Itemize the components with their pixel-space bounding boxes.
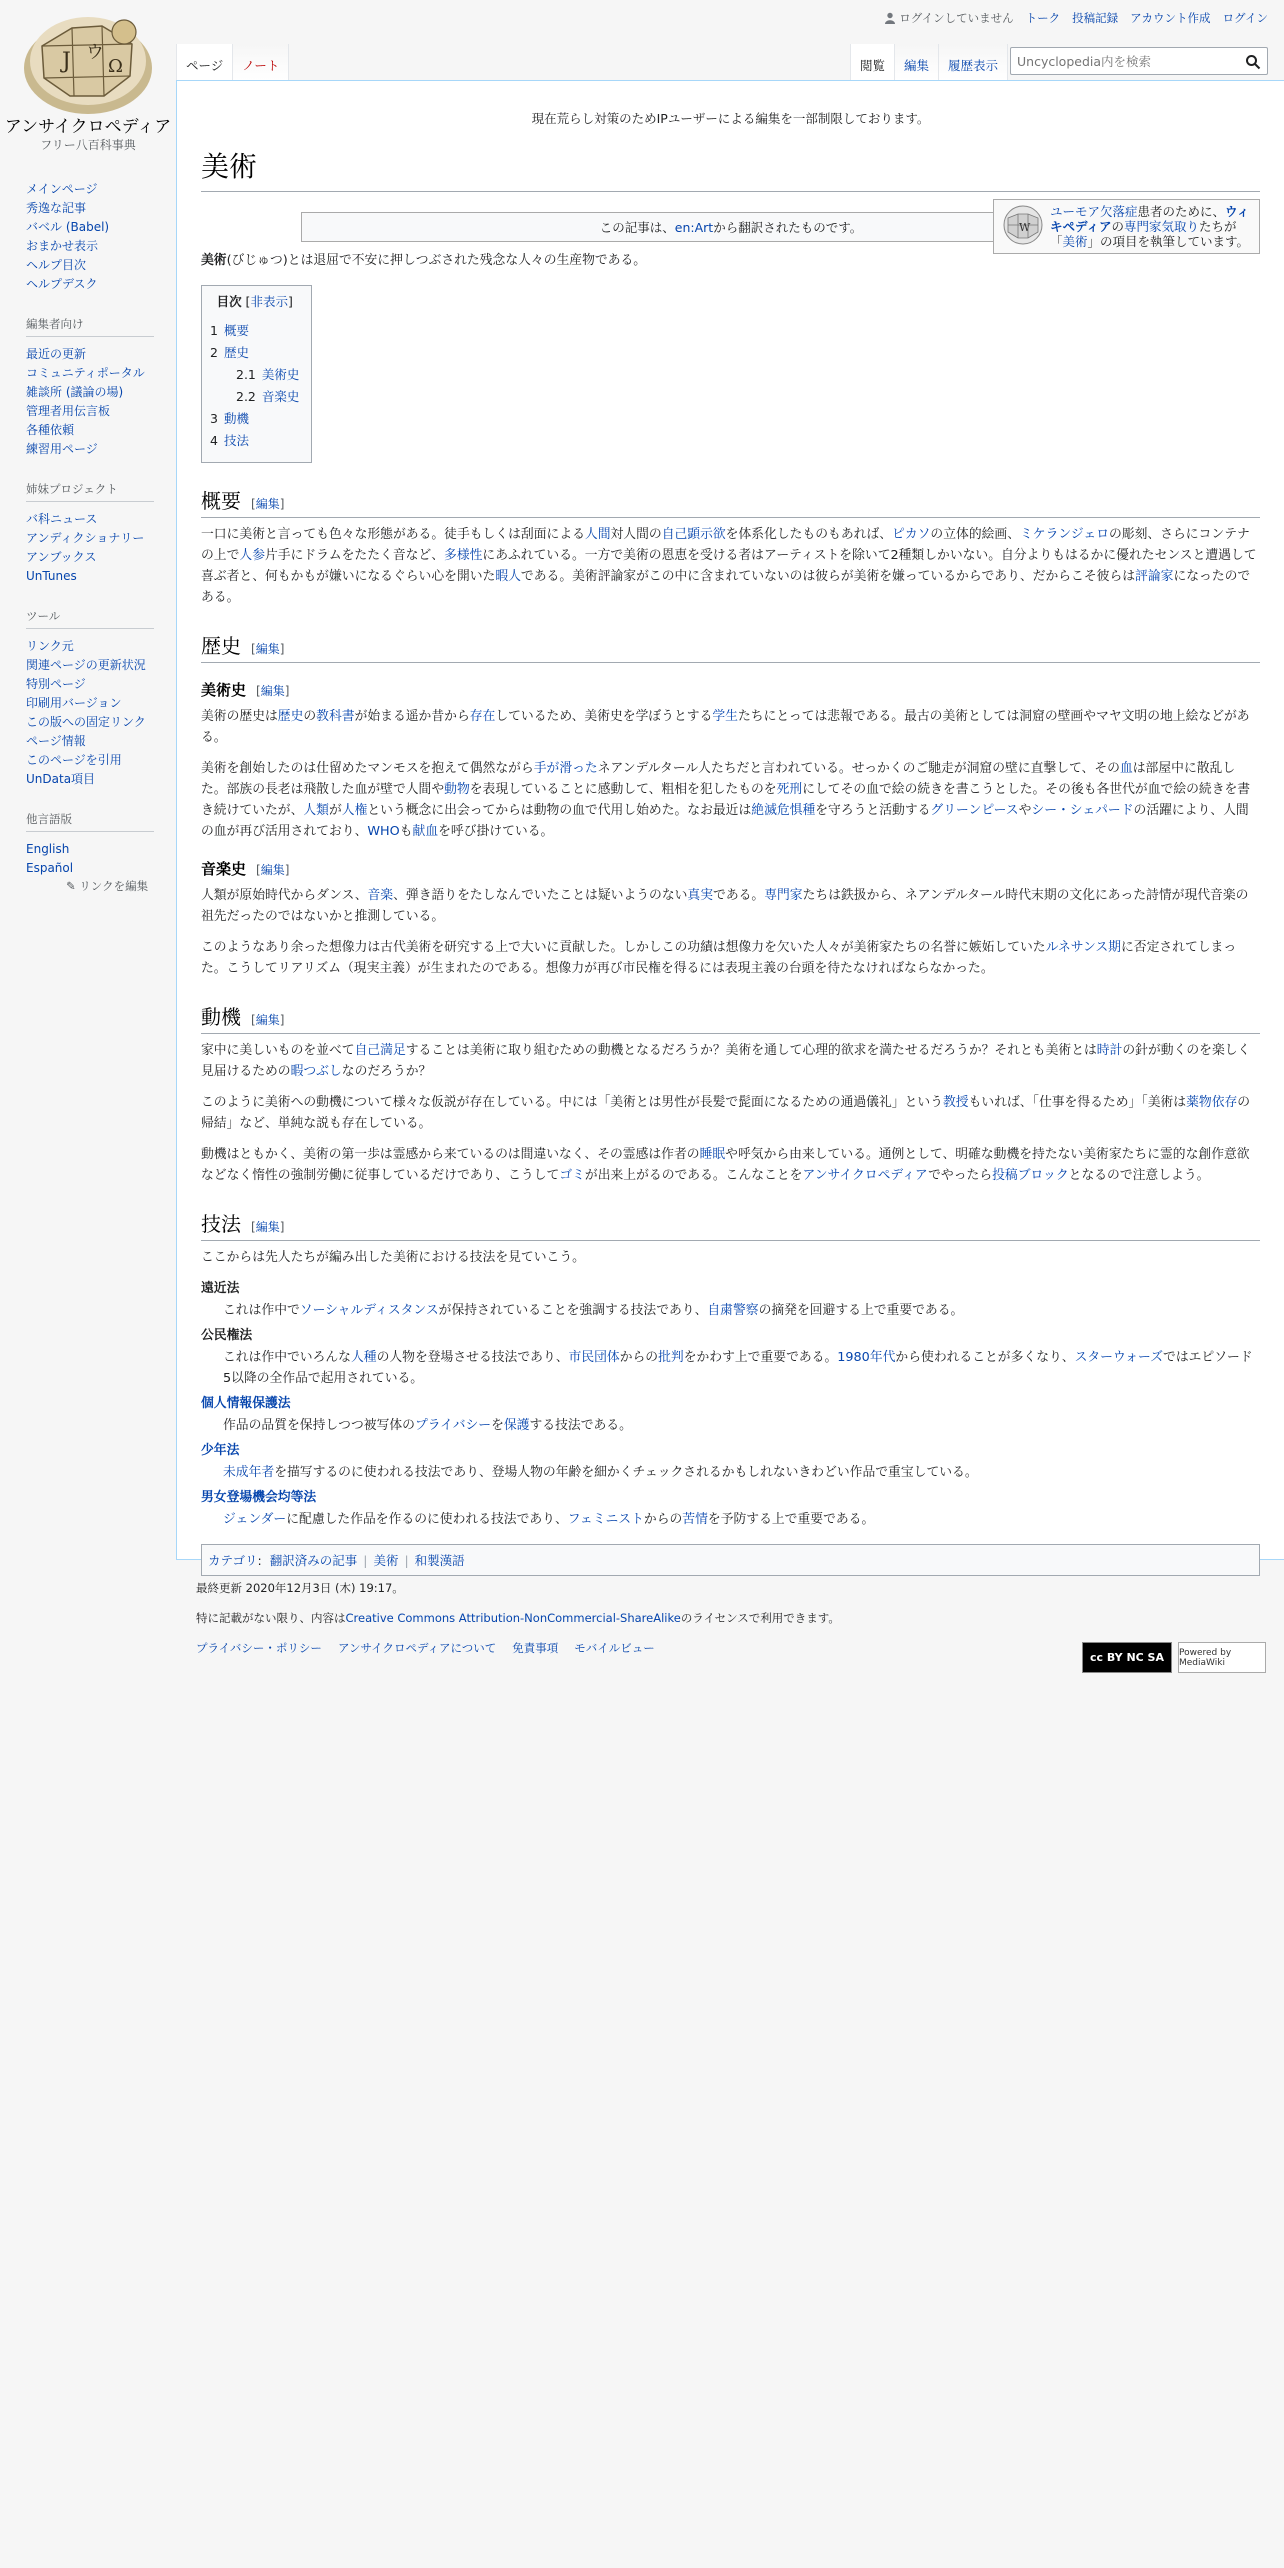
wikipedia-globe-icon [1002,204,1044,246]
inline-link[interactable]: スターウォーズ [1074,1350,1164,1365]
inline-text: ではエピソード5以降の全作品で起用されている。 [223,1350,1253,1386]
toc-link[interactable]: 概要 [223,323,249,338]
edit-section-link[interactable]: 編集 [260,684,285,698]
inline-link[interactable]: ジェンダー [223,1512,287,1527]
inline-text: 動機はともかく、美術の第一歩は霊感から来ているのは間違いなく、その霊感は作者の [201,1147,700,1162]
section-heading-overview: 概要 [編集] [201,485,1260,518]
inline-text: に否定されてしまった。こうしてリアリズム（現実主義）が生まれたのである。想像力が再び市民権を得るには表現主義の台頭を待たなければならなかった。 [201,940,1237,976]
technique-term[interactable]: 少年法 [201,1443,240,1458]
license-text: のライセンスで利用できます。 [680,1611,840,1625]
personal-talk-link[interactable]: トーク [1025,11,1061,25]
inline-text: が [328,803,342,818]
inline-link[interactable]: 献血 [412,824,439,839]
inline-link[interactable]: 睡眠 [699,1147,726,1162]
search-icon[interactable] [1245,54,1261,70]
inline-text: を描写するのに使われる技法であり、登場人物の年齢を細かくチェックされるかもしれないきわどい作品で重宝している。 [274,1465,978,1480]
table-of-contents [201,285,312,463]
inline-text: なのだろうか？ [341,1064,432,1079]
personal-tools [884,10,1268,26]
inline-link[interactable]: 歴史 [277,709,304,724]
inline-link[interactable]: シー・シェパード [1031,803,1134,818]
inline-text: ネアンデルタール人たちだと言われている。せっかくのご馳走が洞窟の壁に直撃して、その [597,761,1120,776]
inline-link[interactable]: 教科書 [316,709,355,724]
toc-num: 2 [210,345,218,360]
humor-link-wikipedia[interactable]: ウィキペディア [1050,204,1250,234]
sidebar-item-undata[interactable]: UnData項目 [26,772,96,786]
humor-link-disease[interactable]: ユーモア欠落症 [1050,204,1138,219]
inline-link[interactable]: 絶滅危惧種 [751,803,816,818]
inline-link[interactable]: 教授 [942,1095,969,1110]
svg-text:Ω: Ω [108,56,123,77]
inline-text: にしてその血で絵の続きを書こうとした。その後も各世代が血で絵の続きを書き続けていたが、 [201,782,1251,818]
svg-text:W: W [1019,221,1031,234]
inline-link[interactable]: 評論家 [1135,569,1174,584]
inline-text: 対人間の [610,527,662,542]
inline-text: に配慮した作品を作るのに使われる技法であり、 [286,1512,568,1527]
inline-text: や呼気から由来している。通例として、明確な動機を持たない美術家たちに霊的な創作意欲などなく惰性の強制労働に従事しているだけであり、こうして [201,1147,1250,1183]
license-link[interactable]: Creative Commons Attribution-NonCommercial-ShareAlike [345,1611,681,1625]
inline-text: が出来上がるのである。こんなことを [584,1168,803,1183]
technique-intro: ここからは先人たちが編み出した美術における技法を見ていこう。 [201,1250,585,1265]
inline-text: が保持されていることを強調する技法であり、 [438,1303,708,1318]
toc-item[interactable] [210,364,299,386]
inline-link[interactable]: アンサイクロペディア [802,1168,929,1183]
inline-text: をかわす上で重要である。 [683,1350,838,1365]
inline-text: 片手にドラムをたたく音など、 [264,548,445,563]
inline-text: も [399,824,413,839]
inline-text: の人物を登場させる技法であり、 [376,1350,569,1365]
sidebar-item-related-changes[interactable]: 関連ページの更新状況 [26,658,146,672]
inline-link[interactable]: フェミニスト [567,1512,644,1527]
inline-text: の針が動くのを楽しく見届けるための [201,1043,1251,1079]
categories-label-link[interactable]: カテゴリ [208,1553,258,1568]
mobile-view-link[interactable]: モバイルビュー [574,1641,655,1655]
inline-link[interactable]: 投稿ブロック [992,1168,1069,1183]
inline-link[interactable]: 薬物依存 [1186,1095,1238,1110]
technique-term[interactable]: 男女登場機会均等法 [201,1490,317,1505]
motivation-paragraph [201,1040,1260,1082]
inline-link[interactable]: 真実 [687,888,714,903]
translated-source-link[interactable]: en:Art [674,220,714,235]
section-title: 音楽史 [201,860,247,878]
inline-text: から使われることが多くなり、 [895,1350,1075,1365]
sidebar-heading-tools: ツール [26,608,154,629]
sidebar-item-permalink[interactable]: この版への固定リンク [26,715,146,729]
inline-text: 、弾き語りをたしなんでいたことは疑いようのない [393,888,688,903]
sidebar-item-undictionary[interactable]: アンディクショナリー [26,531,145,545]
inline-text: の摘発を回避する上で重要である。 [758,1303,964,1318]
inline-text: からの [619,1350,659,1365]
inline-link[interactable]: 人権 [341,803,368,818]
inline-text: これは作中でいろんな [223,1350,351,1365]
inline-text: である。 [713,888,765,903]
humor-link-expert[interactable]: 専門家気取り [1124,219,1200,234]
cc-license-badge-icon[interactable]: cc BY NC SA [1082,1642,1172,1673]
tab-note[interactable]: ノート [233,44,289,80]
technique-desc [223,1415,1260,1436]
svg-text:ウ: ウ [86,42,104,63]
sidebar-heading-sister: 姉妹プロジェクト [26,481,154,502]
inline-text: を呼び掛けている。 [438,824,554,839]
site-name: アンサイクロペディア [4,117,172,137]
inline-text: を体系化したものもあれば、 [725,527,893,542]
music-history-paragraph [201,885,1260,927]
motivation-paragraph [201,1092,1260,1134]
inline-link[interactable]: 手が滑った [533,761,598,776]
sidebar-item-cite[interactable]: このページを引用 [26,753,122,767]
inline-text: を守ろうと活動する [815,803,931,818]
inline-link[interactable]: ソーシャルディスタンス [299,1303,439,1318]
sidebar-item-help-contents[interactable]: ヘルプ目次 [26,258,87,272]
toc-item[interactable] [210,320,299,342]
inline-link[interactable]: 人参 [239,548,265,563]
inline-link[interactable]: 市民団体 [568,1350,620,1365]
inline-text: このようなあり余った想像力は古代美術を研究する上で大いに貢献した。しかしこの功績は想像力を欠いた人々が美術家たちの名誉に嫉妬していた [201,940,1046,955]
category-link[interactable]: 美術 [373,1553,399,1568]
sidebar-lang-english[interactable]: English [26,842,70,856]
license-text: 特に記載がない限り、内容は [196,1611,346,1625]
sidebar-item-special-pages[interactable]: 特別ページ [26,677,86,691]
pencil-icon: ✎ [66,879,76,893]
inline-link[interactable]: ルネサンス期 [1045,940,1121,955]
inline-link[interactable]: 未成年者 [223,1465,275,1480]
motivation-paragraph [201,1144,1260,1186]
edit-section-link[interactable]: 編集 [255,642,280,656]
section-title: 歴史 [201,634,241,658]
section-title: 動機 [201,1005,241,1029]
section-heading-art-history: 美術史 [編集] [201,681,290,699]
section-title: 技法 [201,1212,241,1236]
inline-link[interactable]: 人種 [350,1350,377,1365]
inline-text: の [303,709,317,724]
inline-link[interactable]: グリーンピース [930,803,1019,818]
technique-term[interactable]: 個人情報保護法 [201,1396,291,1411]
toc-item[interactable] [210,408,299,430]
inline-text: する技法である。 [529,1418,632,1433]
sidebar-item-village-pump[interactable]: 雑談所 (議論の場) [26,385,124,399]
sidebar-tools [0,608,176,789]
inline-link[interactable]: 存在 [469,709,496,724]
inline-text: や [1018,803,1032,818]
inline-text: の活躍により、人間の血が再び活用されており、 [201,803,1249,839]
inline-link[interactable]: 動物 [444,782,470,797]
inline-text: たちにとっては悲報である。最古の美術としては洞窟の壁画やマヤ文明の地上絵などがある。 [201,709,1250,745]
category-link[interactable]: 和製漢語 [414,1553,465,1568]
inline-text: となるので注意しよう。 [1068,1168,1210,1183]
section-heading-motivation: 動機 [編集] [201,1001,1260,1034]
technique-desc [223,1347,1260,1389]
inline-text: もいれば、「仕事を得るため」「美術は [968,1095,1187,1110]
inline-link[interactable]: 批判 [658,1350,684,1365]
svg-text:J: J [62,49,71,74]
license-notice [196,1610,1266,1626]
sidebar-item-main-page[interactable]: メインページ [26,182,98,196]
section-title: 美術史 [201,681,247,699]
view-tabs [850,44,1008,80]
not-logged-in-label: ログインしていません [899,11,1014,25]
sidebar-item-help-desk[interactable]: ヘルプデスク [26,277,98,291]
humor-text: たちが「 [1050,219,1237,249]
technique-list [201,1278,1260,1530]
user-icon [884,12,896,24]
technique-term: 公民権法 [201,1328,253,1343]
inline-link[interactable]: 苦情 [682,1512,708,1527]
inline-text: 一口に美術と言っても色々な形態がある。徒手もしくは刮面による [201,527,585,542]
sidebar-lang-espanol[interactable]: Español [26,861,74,875]
site-logo[interactable] [0,0,176,160]
not-logged-in [884,10,1013,26]
inline-link[interactable]: 時計 [1096,1043,1123,1058]
tab-view[interactable]: 閲覧 [850,44,895,80]
inline-text: からの [643,1512,683,1527]
inline-text: にあふれている。一方で美術の恩恵を受ける者はアーティストを除いて2種類しかいない。自分よりもはるかに優れたセンスと遭遇して喜ぶ者と、何もかもが嫌いになるぐらい心を開いた [201,548,1257,584]
inline-link[interactable]: 血 [1119,761,1133,776]
sidebar-sister [0,481,176,586]
section-heading-technique: 技法 [編集] [201,1208,1260,1241]
toc-link[interactable]: 技法 [223,433,249,448]
inline-link[interactable]: 1980年代 [837,1350,896,1365]
page-title: 美術 [201,145,1260,192]
search-input[interactable] [1011,48,1231,74]
toc-num: 1 [210,323,218,338]
inline-link[interactable]: 死刑 [776,782,803,797]
section-title: 概要 [201,489,241,513]
disclaimer-link[interactable]: 免責事項 [512,1641,559,1655]
inline-link[interactable]: ゴミ [559,1168,585,1183]
create-account-link[interactable]: アカウント作成 [1130,11,1211,25]
search-box [1010,47,1268,75]
site-tagline: フリー八百科事典 [40,138,136,152]
sidebar-item-admin-board[interactable]: 管理者用伝言板 [26,404,111,418]
inline-text: このように美術への動機について様々な仮説が存在している。中には「美術とは男性が長髪で髭面になるための通過儀礼」という [201,1095,943,1110]
inline-text: しているため、美術史を学ぼうとする [495,709,713,724]
section-heading-music-history: 音楽史 [編集] [201,860,290,878]
sidebar-nav [0,180,176,294]
overview-paragraph [201,524,1260,608]
inline-link[interactable]: 人類 [303,803,329,818]
technique-term: 遠近法 [201,1281,240,1296]
category-link[interactable]: 翻訳済みの記事 [269,1553,358,1568]
sidebar-heading-editors: 編集者向け [26,316,154,337]
inline-text: の彫刻、さらにコンテナの上で [201,527,1250,563]
login-link[interactable]: ログイン [1222,11,1268,25]
privacy-policy-link[interactable]: プライバシー・ポリシー [196,1641,322,1655]
technique-desc [223,1462,1260,1483]
inline-text: たちは鉄扱から、ネアンデルタール時代末期の文化にあった詩情が現代音楽の祖先だったのではないかと推測している。 [201,888,1249,924]
sidebar-item-whatlinkshere[interactable]: リンク元 [26,639,74,653]
toc-link[interactable]: 歴史 [223,345,249,360]
toc-title: 目次 [非表示] [216,294,293,309]
toc-item[interactable] [210,342,299,364]
sidebar-item-sandbox[interactable]: 練習用ページ [26,442,98,456]
sidebar-item-recent-changes[interactable]: 最近の更新 [26,347,87,361]
tab-edit[interactable]: 編集 [895,44,939,80]
inline-text: である。美術評論家がこの中に含まれていないのは彼らが美術を嫌っているからであり、だからこそ彼らは [520,569,1136,584]
inline-text: 作品の品質を保持しつつ被写体の [223,1418,415,1433]
inline-link[interactable]: 音楽 [367,888,394,903]
puzzle-globe-logo-icon [12,6,164,116]
inline-text: することは美術に取り組むための動機となるだろうか？美術を通して心理的欲求を満たせるだろうか？それとも美術とは [405,1043,1097,1058]
toc-title-label: 目次 [216,294,242,309]
inline-link[interactable]: 専門家 [764,888,803,903]
footer-icons [1082,1642,1266,1673]
toc-hide-toggle[interactable]: 非表示 [250,294,288,309]
sidebar-languages [0,811,176,894]
sidebar-item-printable[interactable]: 印刷用バージョン [26,696,122,710]
humor-text: 患者のために、 [1137,204,1226,219]
sidebar-item-page-info[interactable]: ページ情報 [26,734,86,748]
technique-desc [223,1509,1260,1530]
inline-text: を [491,1418,504,1433]
music-history-paragraph [201,937,1260,979]
main-content [176,80,1284,1568]
toc-item[interactable] [210,430,299,452]
technique-desc [223,1300,1260,1321]
translated-text: から翻訳されたものです。 [713,220,863,235]
humor-text: の [1111,219,1125,234]
toc-link[interactable]: 動機 [223,411,249,426]
inline-text: を予防する上で重要である。 [707,1512,875,1527]
edit-links-label[interactable]: リンクを編集 [79,879,149,893]
section-heading-history: 歴史 [編集] [201,630,1260,663]
toc-num: 3 [210,411,218,426]
footer [196,1580,1266,1668]
inline-link[interactable]: 自己満足 [354,1043,406,1058]
inline-text: 家中に美しいものを並べて [201,1043,355,1058]
site-notice: 現在荒らし対策のためIPユーザーによる編集を一部制限しております。 [531,111,930,126]
inline-link[interactable]: 暇つぶし [290,1064,342,1079]
humor-text: 」の項目を執筆しています。 [1087,234,1250,249]
inline-text: という概念に出会ってからは動物の血で代用し始めた。なお最近は [367,803,752,818]
wikipedia-notice-box [993,199,1260,254]
inline-link[interactable]: ピカソ [892,527,931,542]
inline-text: でやったら [928,1168,993,1183]
toc-num: 2.1 [236,367,256,382]
edit-interlanguage-links[interactable] [26,878,176,894]
sidebar-item-untunes[interactable]: UnTunes [26,569,77,583]
sidebar-item-unbooks[interactable]: アンブックス [26,550,97,564]
sidebar-item-babel[interactable]: バベル (Babel) [26,220,110,234]
last-modified: 最終更新 2020年12月3日 (木) 19:17。 [196,1581,404,1595]
inline-link[interactable]: ミケランジェロ [1020,527,1110,542]
inline-text: の立体的絵画、 [930,527,1020,542]
inline-link[interactable]: WHO [367,824,400,839]
humor-link-article[interactable]: 美術 [1062,234,1088,249]
toc-num: 2.2 [236,389,256,404]
art-history-paragraph [201,706,1260,748]
sidebar-item-community-portal[interactable]: コミュニティポータル [26,366,145,380]
edit-section-link[interactable]: 編集 [255,1220,280,1234]
inline-link[interactable]: 学生 [712,709,738,724]
inline-text: が始まる遥か昔から [354,709,470,724]
inline-text: は部屋中に散乱した。部族の長老は飛散した血が壁で人間や [201,761,1236,797]
art-history-paragraph [201,758,1260,842]
inline-link[interactable]: 保護 [503,1418,530,1433]
inline-link[interactable]: 多様性 [444,548,483,563]
inline-link[interactable]: 人間 [584,527,611,542]
namespace-tabs [176,44,289,80]
inline-text: になったのである。 [201,569,1251,605]
translated-text: この記事は、 [599,220,675,235]
inline-link[interactable]: 暇人 [495,569,521,584]
toc-link[interactable]: 音楽史 [261,389,300,404]
sidebar-editors [0,316,176,459]
sidebar-item-requests[interactable]: 各種依頼 [26,423,75,437]
toc-num: 4 [210,433,218,448]
edit-section-link[interactable]: 編集 [255,1013,280,1027]
about-link[interactable]: アンサイクロペディアについて [337,1641,497,1655]
inline-link[interactable]: 自粛警察 [707,1303,759,1318]
inline-text: の帰結」など、単純な説も存在している。 [201,1095,1251,1131]
sidebar-item-random[interactable]: おまかせ表示 [26,239,99,253]
intro-bold-term: 美術 [201,253,227,268]
inline-text: を表現していることに感動して、粗相を犯したものを [469,782,777,797]
edit-section-link[interactable]: 編集 [255,497,280,511]
category-links: カテゴリ: 翻訳済みの記事 | 美術 | 和製漢語 [201,1544,1260,1576]
personal-contribs-link[interactable]: 投稿記録 [1072,11,1119,25]
inline-link[interactable]: 自己顕示欲 [661,527,726,542]
sidebar-item-featured[interactable]: 秀逸な記事 [26,201,87,215]
sidebar-item-unnews[interactable]: バ科ニュース [26,512,98,526]
inline-text: これは作中で [223,1303,300,1318]
tab-history[interactable]: 履歴表示 [939,44,1008,80]
inline-text: 美術の歴史は [201,709,278,724]
intro-text: (びじゅつ)とは退屈で不安に押しつぶされた残念な人々の生産物である。 [226,253,647,268]
sidebar-heading-languages: 他言語版 [26,811,154,832]
toc-item[interactable] [210,386,299,408]
inline-text: 人類が原始時代からダンス、 [201,888,368,903]
powered-by-mediawiki-icon[interactable]: Powered by MediaWiki [1178,1642,1266,1673]
sidebar [0,180,176,916]
inline-link[interactable]: プライバシー [414,1418,492,1433]
toc-link[interactable]: 美術史 [261,367,300,382]
tab-page[interactable]: ページ [176,44,233,80]
edit-section-link[interactable]: 編集 [260,863,285,877]
inline-text: 美術を創始したのは仕留めたマンモスを抱えて偶然ながら [201,761,534,776]
